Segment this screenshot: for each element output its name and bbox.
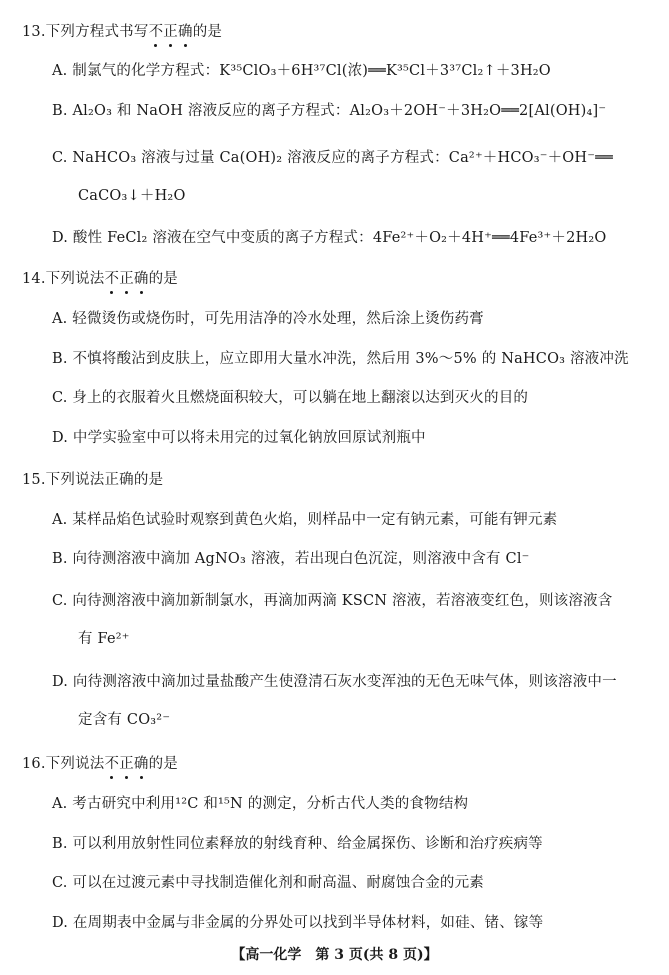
q14-option-c: C. 身上的衣服着火且燃烧面积较大，可以躺在地上翻滚以达到灭火的目的 — [52, 390, 529, 406]
emphasis-char: 正 — [163, 24, 178, 40]
q15-option-c-cont: 有 Fe²⁺ — [78, 631, 130, 647]
question-number: 14. — [22, 271, 46, 287]
question-stem-text: 的是 — [148, 271, 178, 287]
q16-option-a: A. 考古研究中利用¹²C 和¹⁵N 的测定，分析古代人类的食物结构 — [52, 796, 469, 812]
question-16-stem — [22, 754, 178, 774]
q14-option-b: B. 不慎将酸沾到皮肤上，应立即用大量水冲洗，然后用 3%～5% 的 NaHCO₃ 溶液冲洗 — [52, 351, 629, 367]
question-stem-text: 下列说法 — [45, 271, 105, 287]
emphasis-char: 不 — [148, 24, 164, 40]
question-stem-text: 下列说法 — [45, 756, 105, 772]
q16-option-d: D. 在周期表中金属与非金属的分界处可以找到半导体材料，如硅、锗、镓等 — [52, 915, 544, 931]
q13-option-d: D. 酸性 FeCl₂ 溶液在空气中变质的离子方程式：4Fe²⁺＋O₂＋4H⁺══4Fe³⁺＋2H₂O — [52, 230, 607, 246]
q14-option-d: D. 中学实验室中可以将未用完的过氧化钠放回原试剂瓶中 — [52, 430, 426, 446]
emphasis-char: 确 — [133, 756, 149, 772]
q16-option-b: B. 可以利用放射性同位素释放的射线育种、给金属探伤、诊断和治疗疾病等 — [52, 836, 543, 852]
question-stem-text: 的是 — [148, 756, 178, 772]
question-stem-text: 的是 — [192, 24, 223, 40]
q13-option-c-cont: CaCO₃↓＋H₂O — [78, 188, 186, 204]
q14-option-a: A. 轻微烫伤或烧伤时，可先用洁净的冷水处理，然后涂上烫伤药膏 — [52, 311, 484, 327]
q13-option-c: C. NaHCO₃ 溶液与过量 Ca(OH)₂ 溶液反应的离子方程式：Ca²⁺＋HCO₃⁻＋OH⁻══ — [52, 150, 613, 166]
emphasis-char: 不 — [104, 756, 120, 772]
q15-option-c: C. 向待测溶液中滴加新制氯水，再滴加两滴 KSCN 溶液，若溶液变红色，则该溶液含 — [52, 593, 613, 609]
q16-option-c: C. 可以在过渡元素中寻找制造催化剂和耐高温、耐腐蚀合金的元素 — [52, 875, 484, 891]
page-footer: 【高一化学 第 3 页(共 8 页)】 — [231, 947, 438, 963]
question-13-stem — [22, 22, 222, 42]
question-number: 13. — [22, 24, 46, 40]
emphasis-char: 正 — [119, 271, 134, 287]
question-15-stem — [22, 470, 163, 490]
emphasis-char: 不 — [104, 271, 120, 287]
question-stem-text: 下列说法正确的是 — [45, 472, 164, 488]
q15-option-a: A. 某样品焰色试验时观察到黄色火焰，则样品中一定有钠元素，可能有钾元素 — [52, 512, 558, 528]
question-14-stem — [22, 269, 178, 289]
q15-option-d-cont: 定含有 CO₃²⁻ — [78, 712, 171, 728]
emphasis-char: 确 — [133, 271, 149, 287]
question-number: 15. — [22, 472, 46, 488]
emphasis-char: 确 — [177, 24, 193, 40]
question-stem-text: 下列方程式书写 — [45, 24, 149, 40]
q13-option-b: B. Al₂O₃ 和 NaOH 溶液反应的离子方程式：Al₂O₃＋2OH⁻＋3H₂O══2[Al(OH)₄]⁻ — [52, 103, 607, 119]
q13-option-a: A. 制氯气的化学方程式：K³⁵ClO₃＋6H³⁷Cl(浓)══K³⁵Cl＋3³⁷Cl₂↑＋3H₂O — [52, 63, 551, 79]
q15-option-b: B. 向待测溶液中滴加 AgNO₃ 溶液，若出现白色沉淀，则溶液中含有 Cl⁻ — [52, 551, 530, 567]
question-number: 16. — [22, 756, 46, 772]
q15-option-d: D. 向待测溶液中滴加过量盐酸产生使澄清石灰水变浑浊的无色无味气体，则该溶液中一 — [52, 674, 617, 690]
emphasis-char: 正 — [119, 756, 134, 772]
